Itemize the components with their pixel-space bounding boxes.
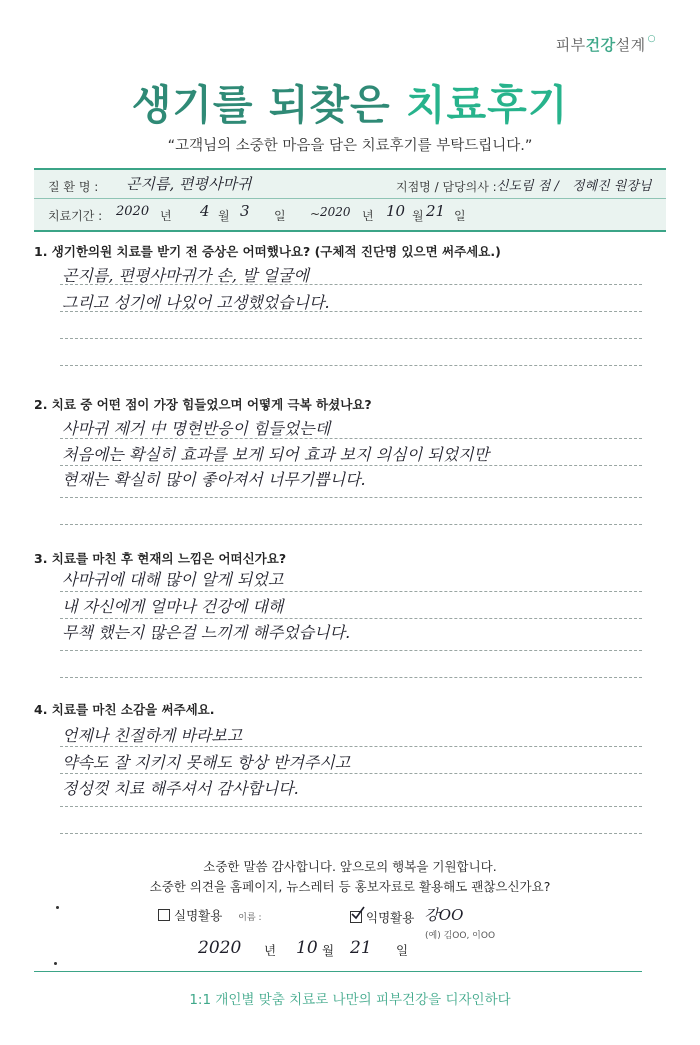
real-name-option[interactable] xyxy=(158,906,262,924)
anonymous-name-value: 강OO xyxy=(424,906,464,924)
name-label: 이름 : xyxy=(238,913,262,923)
page-subtitle: “고객님의 소중한 마음을 담은 치료후기를 부탁드립니다.” xyxy=(167,138,533,154)
end-month: 10 xyxy=(386,202,406,220)
brand-suffix: 설계 xyxy=(615,36,646,54)
answer-line xyxy=(60,524,642,525)
sign-date-month: 10 xyxy=(296,938,318,958)
answer-line xyxy=(60,284,642,285)
answer-line xyxy=(60,365,642,366)
anonymous-checkbox[interactable] xyxy=(350,911,362,923)
sign-date-day-unit: 일 xyxy=(396,943,409,958)
answer-line xyxy=(60,618,642,619)
question-3-answer-1: 사마귀에 대해 많이 알게 되었고 xyxy=(62,570,284,589)
sign-date-year: 2020 xyxy=(198,938,242,958)
question-4-answer-3: 정성껏 치료 해주셔서 감사합니다. xyxy=(62,779,299,798)
end-day: 21 xyxy=(426,202,446,220)
title-main: 생기를 되찾은 xyxy=(131,81,406,129)
question-4-label: 4. 치료를 마친 소감을 써주세요. xyxy=(34,702,215,717)
brand-highlight: 건강 xyxy=(585,36,616,54)
start-month: 4 xyxy=(200,202,210,220)
answer-line xyxy=(60,338,642,339)
branch-label: 지점명 / 담당의사 : xyxy=(396,180,497,194)
start-year: 2020 xyxy=(116,204,150,219)
answer-line xyxy=(60,591,642,592)
answer-line xyxy=(60,833,642,834)
branch-value: 신도림 점 / xyxy=(496,179,559,194)
start-day: 3 xyxy=(240,202,250,220)
start-year-unit: 년 xyxy=(160,209,172,223)
disease-label: 질 환 명 : xyxy=(48,180,99,194)
answer-line xyxy=(60,438,642,439)
brand-logo xyxy=(556,34,656,55)
real-name-checkbox[interactable] xyxy=(158,909,170,921)
question-2-answer-3: 현재는 확실히 많이 좋아져서 너무기쁩니다. xyxy=(62,470,366,489)
question-2-label: 2. 치료 중 어떤 점이 가장 힘들었으며 어떻게 극복 하셨나요? xyxy=(34,397,372,412)
start-month-unit: 월 xyxy=(218,209,230,223)
question-3-answer-3: 무책 했는지 많은걸 느끼게 해주었습니다. xyxy=(62,623,351,642)
period-label: 치료기간 : xyxy=(48,209,103,223)
end-month-unit: 월 xyxy=(412,209,424,223)
scan-speck xyxy=(56,906,59,909)
end-year: 2020 xyxy=(320,205,351,219)
end-year-unit: 년 xyxy=(362,209,374,223)
anonymous-example: (예) 김OO, 이OO xyxy=(425,931,496,941)
anonymous-option[interactable] xyxy=(350,906,463,927)
sign-date-day: 21 xyxy=(350,938,372,958)
answer-line xyxy=(60,497,642,498)
question-4-answer-1: 언제나 친절하게 바라보고 xyxy=(62,726,243,745)
question-3-label: 3. 치료를 마친 후 현재의 느낌은 어떠신가요? xyxy=(34,551,287,566)
question-1-answer-1: 곤지름, 편평사마귀가 손, 발 얼굴에 xyxy=(62,266,309,285)
question-1-label: 1. 생기한의원 치료를 받기 전 증상은 어떠했나요? (구체적 진단명 있으면 써주세요.) xyxy=(34,244,501,259)
info-row-disease xyxy=(34,170,666,199)
info-row-period xyxy=(34,199,666,227)
info-box xyxy=(34,168,666,232)
footer-divider xyxy=(34,971,642,972)
end-day-unit: 일 xyxy=(454,209,466,223)
answer-line xyxy=(60,650,642,651)
answer-line xyxy=(60,677,642,678)
brand-dot-icon: ○ xyxy=(647,34,656,44)
answer-line xyxy=(60,806,642,807)
title-accent: 치료후기 xyxy=(405,81,569,129)
answer-line xyxy=(60,773,642,774)
page-title xyxy=(0,72,700,131)
closing-consent-question: 소중한 의견을 홈페이지, 뉴스레터 등 홍보자료로 활용해도 괜찮으신가요? xyxy=(149,879,551,894)
question-1-answer-2: 그리고 성기에 나있어 고생했었습니다. xyxy=(62,293,330,312)
checkmark-icon xyxy=(350,906,366,922)
anonymous-label: 익명활용 xyxy=(366,910,415,925)
sign-date-year-unit: 년 xyxy=(264,943,277,958)
period-tilde: ~ xyxy=(310,207,321,221)
disease-value: 곤지름, 편평사마귀 xyxy=(126,175,252,193)
answer-line xyxy=(60,465,642,466)
brand-prefix: 피부 xyxy=(555,36,586,54)
question-2-answer-1: 사마귀 제거 中 명현반응이 힘들었는데 xyxy=(62,419,331,438)
answer-line xyxy=(60,311,642,312)
scan-speck xyxy=(54,962,57,965)
real-name-label: 실명활용 xyxy=(174,908,223,923)
start-day-unit: 일 xyxy=(274,209,286,223)
answer-line xyxy=(60,746,642,747)
sign-date-month-unit: 월 xyxy=(322,943,335,958)
question-4-answer-2: 약속도 잘 지키지 못해도 항상 반겨주시고 xyxy=(62,753,351,772)
question-2-answer-2: 처음에는 확실히 효과를 보게 되어 효과 보지 의심이 되었지만 xyxy=(62,445,490,464)
doctor-value: 정혜진 원장님 xyxy=(572,179,652,194)
closing-thanks: 소중한 말씀 감사합니다. 앞으로의 행복을 기원합니다. xyxy=(203,859,497,874)
question-3-answer-2: 내 자신에게 얼마나 건강에 대해 xyxy=(62,597,284,616)
footer-slogan: 1:1 개인별 맞춤 치료로 나만의 피부건강을 디자인하다 xyxy=(189,992,511,1008)
